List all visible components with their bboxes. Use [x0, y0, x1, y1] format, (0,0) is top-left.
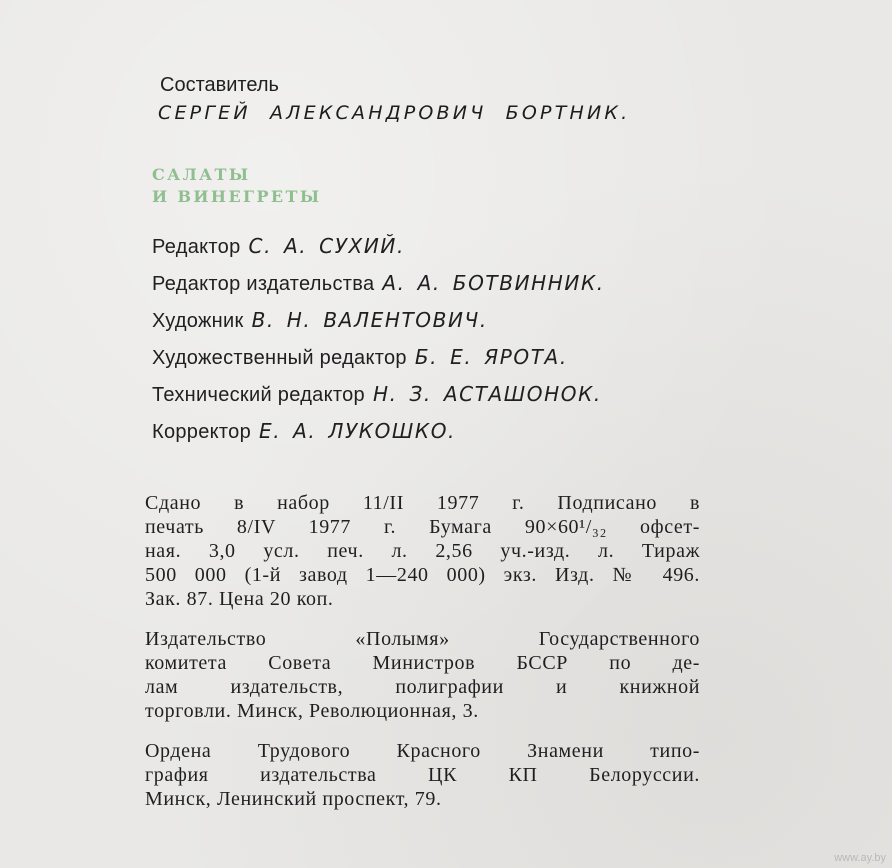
publisher-line: комитета Совета Министров БССР по де- [145, 652, 700, 674]
credit-proofreader [152, 419, 456, 444]
site-watermark: www.ay.by [834, 852, 886, 864]
book-title [152, 164, 321, 208]
credit-person: В. Н. ВАЛЕНТОВИЧ. [251, 308, 488, 332]
imprint-line: Зак. 87. Цена 20 коп. [145, 588, 334, 610]
credit-person: Н. З. АСТАШОНОК. [372, 382, 602, 406]
imprint-line: 500 000 (1-й завод 1—240 000) экз. Изд. № 496. [145, 564, 700, 586]
publisher-line: торговли. Минск, Революционная, 3. [145, 700, 479, 722]
credit-role: Художественный редактор [152, 347, 407, 369]
publisher-line: лам издательств, полиграфии и книжной [145, 676, 700, 698]
credit-editor [152, 234, 405, 259]
imprint-line: Сдано в набор 11/II 1977 г. Подписано в [145, 492, 700, 514]
credit-role: Художник [152, 310, 244, 332]
credit-person: С. А. СУХИЙ. [248, 234, 405, 258]
imprint-line: печать 8/IV 1977 г. Бумага 90×60¹/₃₂ офсет- [145, 516, 700, 538]
credit-role: Редактор [152, 236, 241, 258]
credit-person: А. А. БОТВИННИК. [382, 271, 605, 295]
credit-technical-editor [152, 382, 602, 407]
credit-artist [152, 308, 488, 333]
imprint-line: ная. 3,0 усл. печ. л. 2,56 уч.-изд. л. Тираж [145, 540, 700, 562]
compiler-label: Составитель [160, 74, 279, 96]
credit-publishing-editor [152, 271, 605, 296]
credit-person: Б. Е. ЯРОТА. [414, 345, 568, 369]
printer-line: Минск, Ленинский проспект, 79. [145, 788, 442, 810]
credit-role: Редактор издательства [152, 273, 375, 295]
printer-line: графия издательства ЦК КП Белоруссии. [145, 764, 700, 786]
credit-role: Технический редактор [152, 384, 365, 406]
printer-line: Ордена Трудового Красного Знамени типо- [145, 740, 700, 762]
credit-role: Корректор [152, 421, 251, 443]
credit-person: Е. А. ЛУКОШКО. [259, 419, 457, 443]
book-title-line-2: И ВИНЕГРЕТЫ [152, 187, 322, 206]
publisher-paragraph [145, 627, 700, 723]
imprint-paragraph [145, 491, 700, 611]
printer-paragraph [145, 739, 700, 811]
book-title-line-1: САЛАТЫ [152, 165, 251, 184]
compiler-name: СЕРГЕЙ АЛЕКСАНДРОВИЧ БОРТНИК. [158, 102, 631, 124]
credit-art-editor [152, 345, 568, 370]
publisher-line: Издательство «Полымя» Государственного [145, 628, 700, 650]
